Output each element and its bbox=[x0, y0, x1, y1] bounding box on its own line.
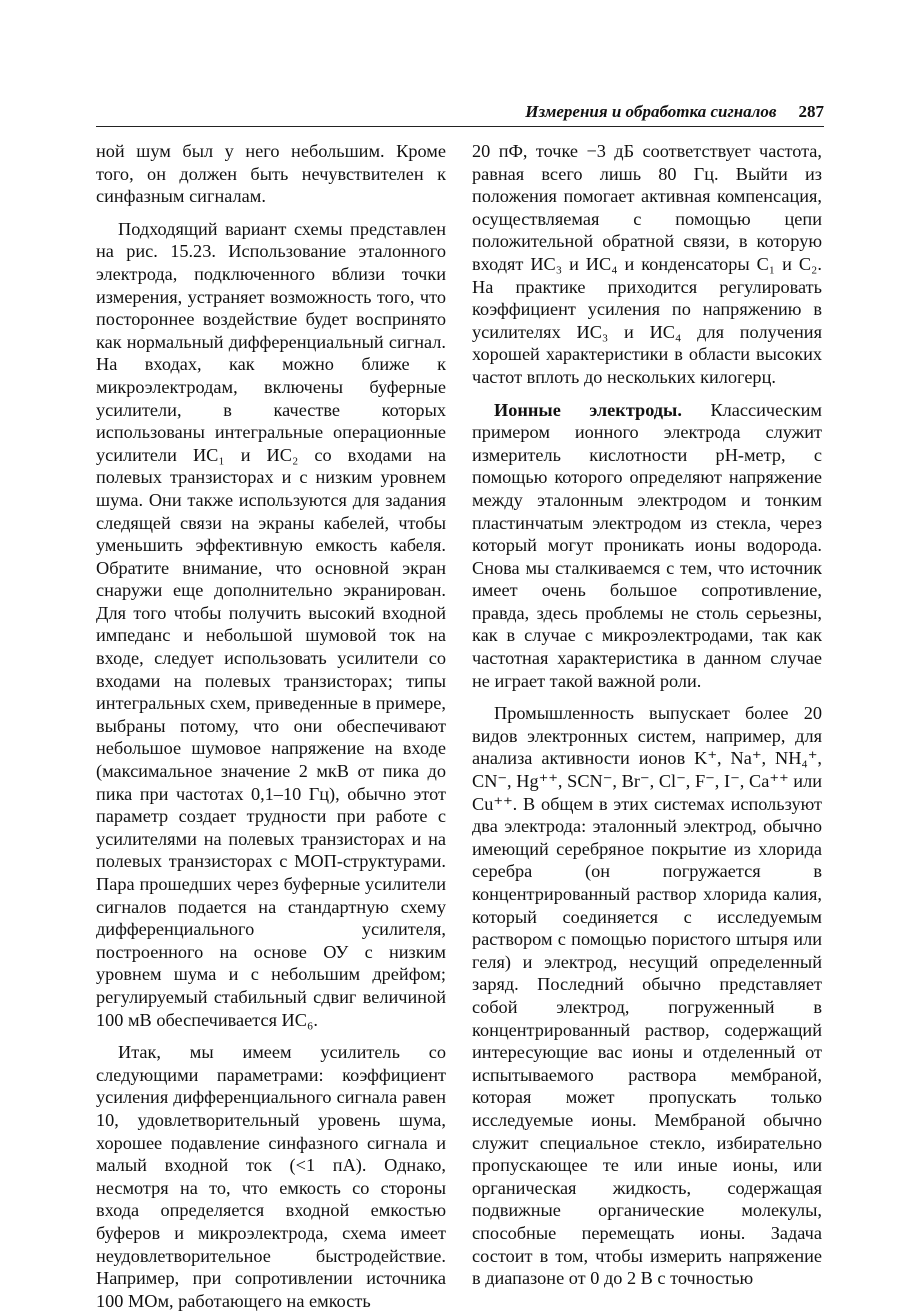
paragraph: ной шум был у него небольшим. Кроме того, он должен быть нечувствителен к синфазным сигналам. bbox=[96, 141, 446, 207]
header-rule bbox=[96, 126, 824, 127]
paragraph-ion-electrodes bbox=[472, 399, 822, 693]
section-run-in-heading: Ионные электроды. bbox=[494, 399, 682, 420]
page-number: 287 bbox=[798, 102, 824, 121]
paragraph-text: Классическим примером ионного электрода служит измеритель кислотности pH-метр, с помощью которого определяют напряжение между эталонным электродом и тонким пластинчатым электродом из стекла, через который могут проникать ионы водорода. Снова мы сталкиваемся с тем, что источник имеет очень большое сопротивление, правда, здесь проблемы не столь серьезны, как в случае с микроэлектродами, так как частотная характеристика в данном случае не играет такой важной роли. bbox=[472, 399, 822, 691]
paragraph: Промышленность выпускает более 20 видов электронных систем, например, для анализа активности ионов K⁺, Na⁺, NH₄⁺, CN⁻, Hg⁺⁺, SCN⁻, Br⁻, Cl⁻, F⁻, I⁻, Ca⁺⁺ или Cu⁺⁺. В общем в этих системах используют два электрода: эталонный электрод, обычно имеющий серебряное покрытие из хлорида серебра (он погружается в концентрированный раствор хлорида калия, который соединяется с исследуемым раствором с помощью пористого штыря или геля) и электрод, несущий определенный заряд. Последний обычно представляет собой электрод, погруженный в концентрированный раствор, содержащий интересующие вас ионы и отделенный от испытываемого раствора мембраной, которая может пропускать только исследуемые ионы. Мембраной обычно служит специальное стекло, избирательно пропускающее те или иные ионы, или органическая жидкость, содержащая подвижные органические молекулы, способные перемещать ионы. Задача состоит в том, чтобы измерить напряжение в диапазоне от 0 до 2 В с точностью bbox=[472, 703, 822, 1289]
paragraph: 20 пФ, точке −3 дБ соответствует частота, равная всего лишь 80 Гц. Выйти из положения помогает активная компенсация, осуществляемая с помощью цепи положительной обратной связи, в которую входят ИС₃ и ИС₄ и конденсаторы C₁ и C₂. На практике приходится регулировать коэффициент усиления по напряжению в усилителях ИС₃ и ИС₄ для получения хорошей характеристики в области высоких частот вплоть до нескольких килогерц. bbox=[472, 141, 822, 387]
running-header-title: Измерения и обработка сигналов bbox=[525, 102, 777, 121]
right-column bbox=[472, 140, 822, 1290]
running-header bbox=[96, 102, 824, 124]
left-column bbox=[96, 140, 446, 1312]
paragraph: Подходящий вариант схемы представлен на рис. 15.23. Использование эталонного электрода, подключенного вблизи точки измерения, устраняет возможность того, что постороннее воздействие будет воспринято как нормальный дифференциальный сигнал. На входах, как можно ближе к микроэлектродам, включены буферные усилители, в качестве которых использованы интегральные операционные усилители ИС₁ и ИС₂ со входами на полевых транзисторах и с низким уровнем шума. Они также используются для задания следящей связи на экраны кабелей, чтобы уменьшить эффективную емкость кабеля. Обратите внимание, что основной экран снаружи еще дополнительно экранирован. Для того чтобы получить высокий входной импеданс и небольшой шумовой ток на входе, следует использовать усилители со входами на полевых транзисторах; типы интегральных схем, приведенные в примере, выбраны потому, что они обеспечивают небольшое шумовое напряжение на входе (максимальное значение 2 мкВ от пика до пика при частотах 0,1–10 Гц), обычно этот параметр создает трудности при работе с усилителями на полевых транзисторах и на полевых транзисторах с МОП-структурами. Пара прошедших через буферные усилители сигналов подается на стандартную схему дифференциального усилителя, построенного на основе ОУ с низким уровнем шума и с небольшим дрейфом; регулируемый стабильный сдвиг величиной 100 мВ обеспечивается ИС₆. bbox=[96, 218, 446, 1030]
paragraph: Итак, мы имеем усилитель со следующими параметрами: коэффициент усиления дифференциального сигнала равен 10, удовлетворительный уровень шума, хорошее подавление синфазного сигнала и малый входной ток (<1 пА). Однако, несмотря на то, что емкость со стороны входа определяется входной емкостью буферов и микроэлектрода, схема имеет неудовлетворительное быстродействие. Например, при сопротивлении источника 100 МОм, работающего на емкость bbox=[96, 1042, 446, 1311]
